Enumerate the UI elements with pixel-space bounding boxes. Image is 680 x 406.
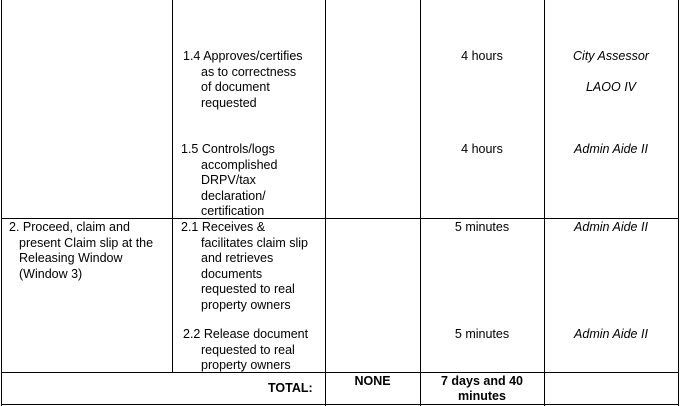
agency-action-2-1: [181, 220, 308, 313]
person-responsible: Admin Aide II: [574, 220, 648, 234]
table-border-right: [678, 0, 679, 406]
action-text-line: requested to real: [201, 342, 295, 357]
total-fees: NONE: [354, 374, 391, 388]
action-text-line: requested to real: [201, 282, 295, 296]
person-responsible: LAOO IV: [585, 80, 637, 94]
action-text-line: certification: [201, 204, 265, 218]
action-number: 1.5: [181, 142, 199, 156]
action-text-line: property owners: [201, 297, 291, 312]
action-text-line: Controls/logs: [201, 142, 275, 156]
action-text-line: Approves/certifies: [203, 49, 303, 63]
action-text-line: accomplished: [201, 157, 278, 172]
person-responsible: City Assessor: [573, 49, 649, 63]
total-time-line: minutes: [458, 389, 506, 403]
agency-action-2-2: [183, 327, 308, 374]
total-time-line: 7 days and 40: [441, 374, 523, 388]
table-border-left: [1, 0, 2, 406]
processing-time: 5 minutes: [454, 220, 510, 234]
client-step-line: (Window 3): [19, 266, 83, 281]
client-step-line: present Claim slip at the: [19, 235, 154, 250]
processing-time: 4 hours: [461, 142, 503, 156]
action-text-line: Release document: [203, 327, 309, 341]
row-divider-1: [1, 218, 679, 219]
column-divider-2: [325, 0, 326, 406]
action-text-line: facilitates claim slip: [201, 235, 308, 250]
processing-time: 5 minutes: [454, 327, 510, 341]
table-border-bottom: [1, 404, 679, 405]
person-responsible: Admin Aide II: [574, 327, 648, 341]
person-responsible: Admin Aide II: [574, 142, 648, 156]
action-text-line: as to correctness: [201, 64, 297, 79]
client-step-line: Releasing Window: [19, 251, 123, 265]
action-text-line: documents: [201, 266, 263, 281]
agency-action-1-5: [181, 142, 277, 220]
action-text-line: declaration/: [201, 188, 266, 203]
action-text-line: DRPV/tax: [201, 173, 256, 187]
action-number: 2.2: [183, 327, 201, 341]
client-step-2: [9, 220, 153, 282]
action-text-line: of document: [201, 80, 270, 94]
agency-action-1-4: [183, 49, 303, 111]
processing-time: 4 hours: [461, 49, 503, 63]
action-text-line: requested: [201, 95, 257, 110]
column-divider-1: [172, 0, 173, 372]
row-divider-total: [1, 372, 679, 373]
client-step-line: 2. Proceed, claim and: [9, 220, 130, 234]
action-number: 2.1: [181, 220, 199, 234]
action-number: 1.4: [183, 49, 201, 63]
total-label: TOTAL:: [268, 381, 313, 395]
action-text-line: Receives &: [201, 220, 266, 234]
action-text-line: property owners: [201, 358, 291, 372]
action-text-line: and retrieves: [201, 251, 274, 265]
